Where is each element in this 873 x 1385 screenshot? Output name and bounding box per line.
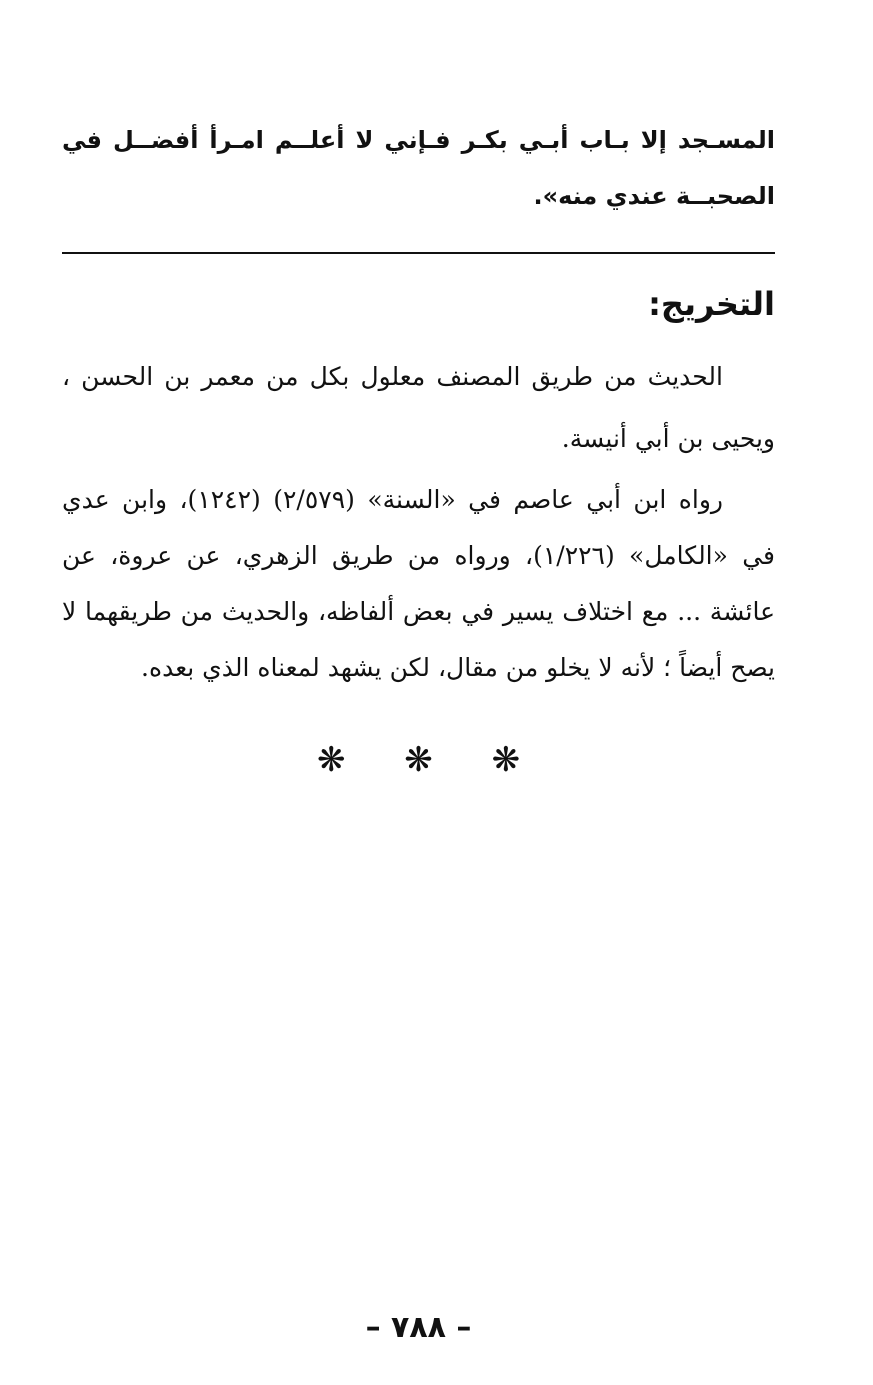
narrator-paragraph: الحديث من طريق المصنف معلول بكل من معمر بن الحسن ، ويحيى بن أبي أنيسة. xyxy=(62,362,775,453)
page-number: – ٧٨٨ – xyxy=(365,1310,472,1345)
star-icon: ❋ xyxy=(316,740,346,780)
book-page xyxy=(62,0,775,1385)
sources-paragraph: رواه ابن أبي عاصم في «السنة» (٢/٥٧٩) (١٢٤٢)، وابن عدي في «الكامل» (١/٢٢٦)، ورواه من طريق الزهري، عن عروة، عن عائشة ... مع اختلاف يسير في بعض ألفاظه، والحديث من طريقهما لا يصح أيضاً ؛ لأنه لا يخلو من مقال، لكن يشهد لمعناه الذي بعده. xyxy=(62,485,776,682)
footnote-divider xyxy=(62,252,775,254)
star-icon: ❋ xyxy=(404,740,433,780)
section-separator xyxy=(62,735,775,785)
section-heading: التخريج: xyxy=(648,285,775,323)
star-icon: ❋ xyxy=(491,740,521,780)
hadith-text: المسـجد إلا بـاب أبـي بكـر فـإني لا أعلــم امـرأ أفضــل في الصحبــة عندي منه». xyxy=(62,126,775,210)
